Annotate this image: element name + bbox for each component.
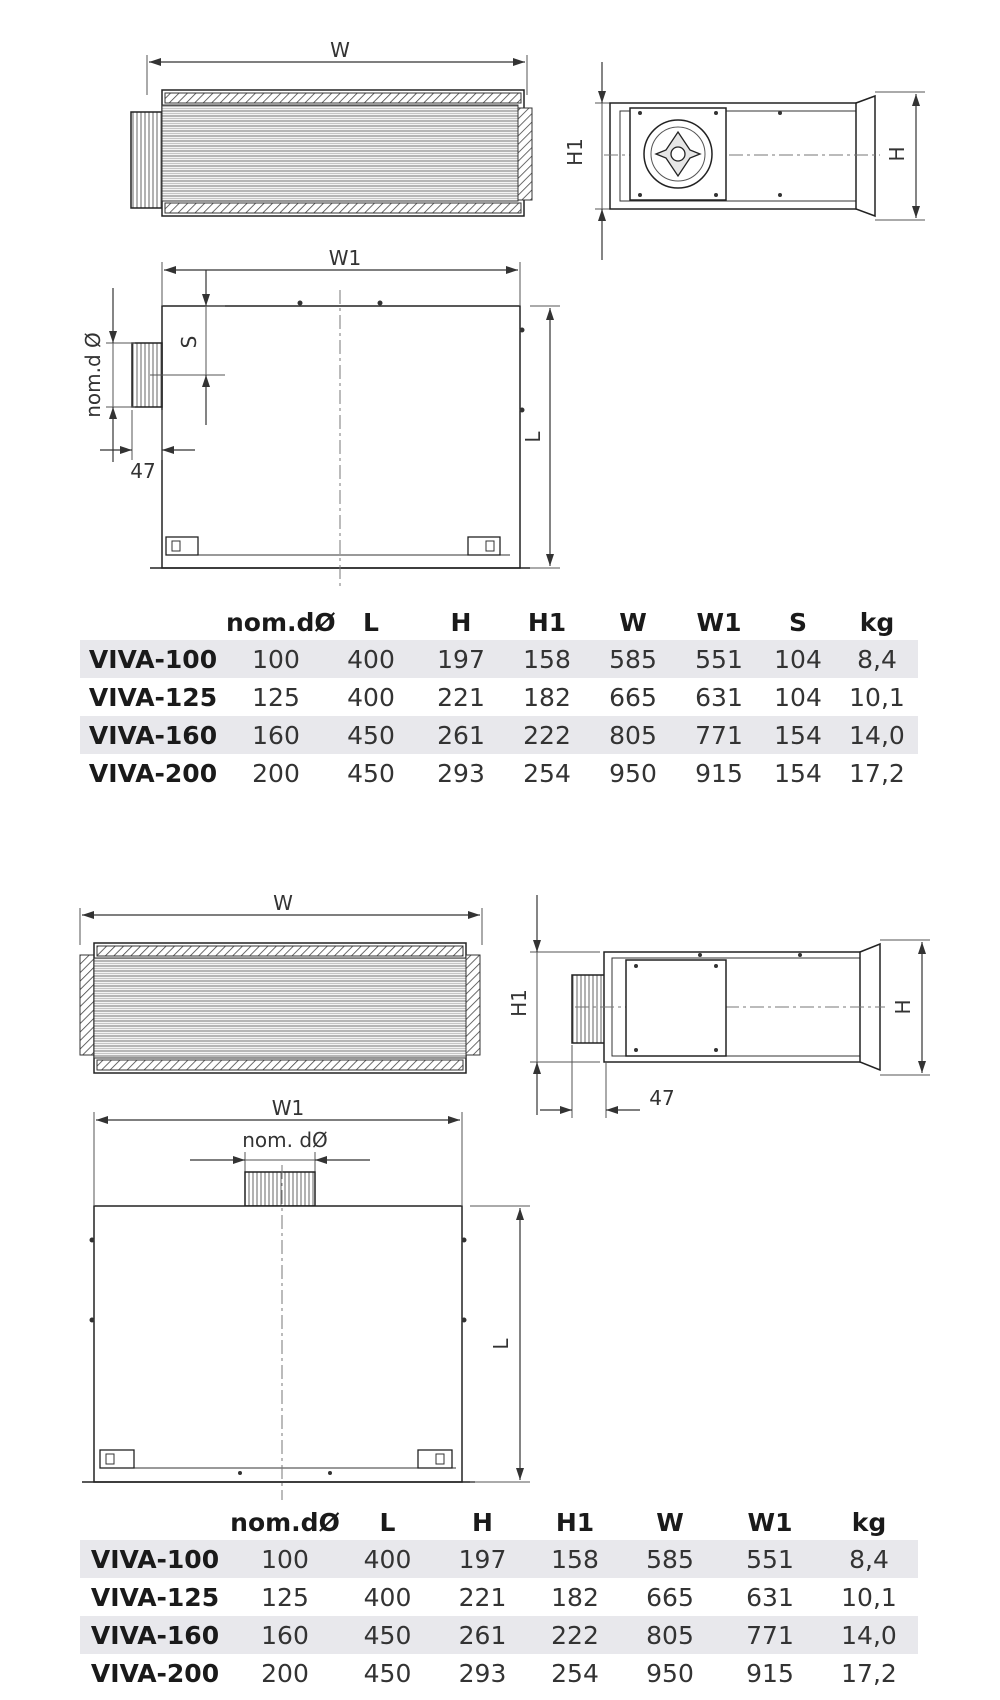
- duct-connector-icon: [245, 1172, 315, 1206]
- top-plan-nomd-label: nom.d Ø: [81, 332, 105, 418]
- table-cell: 160: [230, 1616, 340, 1654]
- table-cell: 585: [620, 1540, 720, 1578]
- table-cell: 293: [458, 1658, 507, 1688]
- header-cell: W: [619, 607, 647, 637]
- header-cell: nom.dØ: [230, 1507, 340, 1537]
- table-row: [80, 1616, 918, 1654]
- model-cell: VIVA-125: [88, 682, 218, 712]
- model-cell: VIVA-200: [90, 1658, 220, 1688]
- table-cell: 450: [326, 716, 416, 754]
- table-cell: 10,1: [841, 1582, 897, 1612]
- table-cell: 631: [695, 682, 743, 712]
- bottom-spec-table: [80, 1504, 918, 1692]
- table-cell: 104: [774, 682, 822, 712]
- table-cell: 665: [609, 682, 657, 712]
- model-cell: VIVA-160: [80, 716, 226, 754]
- table-cell: 197: [416, 640, 506, 678]
- table-cell: 100: [230, 1540, 340, 1578]
- table-cell: 154: [760, 716, 836, 754]
- table-row: [80, 1654, 918, 1692]
- fan-motor-icon: [644, 120, 712, 188]
- top-front-view: [131, 38, 532, 216]
- bottom-front-w-label: W: [273, 891, 293, 915]
- table-cell: 400: [340, 1540, 435, 1578]
- top-plan-view: [81, 246, 560, 590]
- header-cell: W1: [747, 1507, 793, 1537]
- table-row: [80, 1578, 918, 1616]
- header-cell: kg: [851, 1507, 887, 1537]
- table-header-row: [80, 1504, 918, 1540]
- bottom-side-h-label: H: [891, 999, 915, 1015]
- table-header-row: [80, 604, 918, 640]
- table-row: [80, 1540, 918, 1578]
- bottom-side-view: [507, 895, 930, 1118]
- model-cell: VIVA-200: [88, 758, 218, 788]
- table-cell: 158: [506, 640, 588, 678]
- table-cell: 805: [588, 716, 678, 754]
- table-cell: 160: [226, 716, 326, 754]
- duct-connector-icon: [572, 975, 606, 1043]
- top-side-h1-label: H1: [563, 138, 587, 166]
- table-cell: 950: [609, 758, 657, 788]
- table-cell: 200: [252, 758, 300, 788]
- table-cell: 261: [435, 1616, 530, 1654]
- table-cell: 125: [261, 1582, 309, 1612]
- top-plan-w1-label: W1: [328, 246, 362, 270]
- top-side-h-label: H: [885, 146, 909, 162]
- table-cell: 450: [340, 1616, 435, 1654]
- table-cell: 17,2: [841, 1658, 897, 1688]
- duct-connector-icon: [131, 112, 163, 208]
- table-cell: 400: [347, 682, 395, 712]
- table-row: [80, 754, 918, 792]
- header-cell: L: [379, 1507, 396, 1537]
- header-cell: L: [363, 607, 379, 637]
- table-cell: 950: [646, 1658, 694, 1688]
- model-cell: VIVA-100: [80, 640, 226, 678]
- table-cell: 200: [261, 1658, 309, 1688]
- table-cell: 551: [720, 1540, 820, 1578]
- header-cell: H1: [555, 1507, 595, 1537]
- table-cell: 222: [506, 716, 588, 754]
- table-cell: 293: [437, 758, 485, 788]
- table-cell: 182: [551, 1582, 599, 1612]
- table-cell: 551: [678, 640, 760, 678]
- table-cell: 771: [720, 1616, 820, 1654]
- header-cell: W1: [696, 607, 742, 637]
- table-cell: 665: [646, 1582, 694, 1612]
- table-cell: 805: [620, 1616, 720, 1654]
- table-cell: 8,4: [820, 1540, 918, 1578]
- table-cell: 915: [746, 1658, 794, 1688]
- table-cell: 450: [363, 1658, 412, 1688]
- bottom-plan-w1-label: W1: [271, 1096, 305, 1120]
- top-front-w-label: W: [330, 38, 350, 62]
- table-cell: 8,4: [836, 640, 918, 678]
- table-cell: 17,2: [849, 758, 905, 788]
- table-cell: 254: [551, 1658, 599, 1688]
- header-cell: kg: [859, 607, 895, 637]
- header-cell: H1: [527, 607, 567, 637]
- top-plan-l-label: L: [521, 431, 545, 443]
- bottom-plan-nomd-label: nom. dØ: [242, 1128, 328, 1152]
- table-cell: 125: [252, 682, 300, 712]
- bottom-plan-view: [82, 1096, 530, 1500]
- bottom-side-h1-label: H1: [507, 989, 531, 1017]
- model-cell: VIVA-125: [90, 1582, 220, 1612]
- top-plan-47-label: 47: [130, 459, 156, 483]
- table-cell: 10,1: [849, 682, 905, 712]
- header-cell: H: [450, 607, 472, 637]
- table-row: [80, 716, 918, 754]
- top-plan-s-label: S: [177, 335, 201, 349]
- table-cell: 400: [363, 1582, 412, 1612]
- top-side-view: [563, 62, 925, 260]
- table-cell: 915: [695, 758, 743, 788]
- model-cell: VIVA-160: [80, 1616, 230, 1654]
- table-cell: 14,0: [836, 716, 918, 754]
- table-cell: 400: [326, 640, 416, 678]
- table-cell: 14,0: [820, 1616, 918, 1654]
- table-cell: 221: [437, 682, 485, 712]
- table-row: [80, 678, 918, 716]
- header-cell: H: [472, 1507, 493, 1537]
- table-cell: 197: [435, 1540, 530, 1578]
- top-spec-table: [80, 604, 918, 792]
- table-cell: 100: [226, 640, 326, 678]
- table-cell: 771: [678, 716, 760, 754]
- table-cell: 254: [523, 758, 571, 788]
- table-cell: 182: [523, 682, 571, 712]
- table-cell: 631: [746, 1582, 794, 1612]
- model-cell: VIVA-100: [80, 1540, 230, 1578]
- table-cell: 104: [760, 640, 836, 678]
- table-cell: 585: [588, 640, 678, 678]
- bottom-side-47-label: 47: [649, 1086, 675, 1110]
- header-cell: [80, 604, 226, 640]
- table-cell: 158: [530, 1540, 620, 1578]
- bottom-plan-l-label: L: [489, 1338, 513, 1350]
- header-cell: S: [788, 607, 807, 637]
- header-cell: nom.dØ: [226, 607, 336, 637]
- table-cell: 221: [458, 1582, 507, 1612]
- bottom-front-view: [80, 891, 482, 1073]
- header-cell: [80, 1504, 230, 1540]
- table-cell: 450: [347, 758, 395, 788]
- table-cell: 261: [416, 716, 506, 754]
- table-cell: 154: [774, 758, 822, 788]
- header-cell: W: [656, 1507, 684, 1537]
- table-cell: 222: [530, 1616, 620, 1654]
- table-row: [80, 640, 918, 678]
